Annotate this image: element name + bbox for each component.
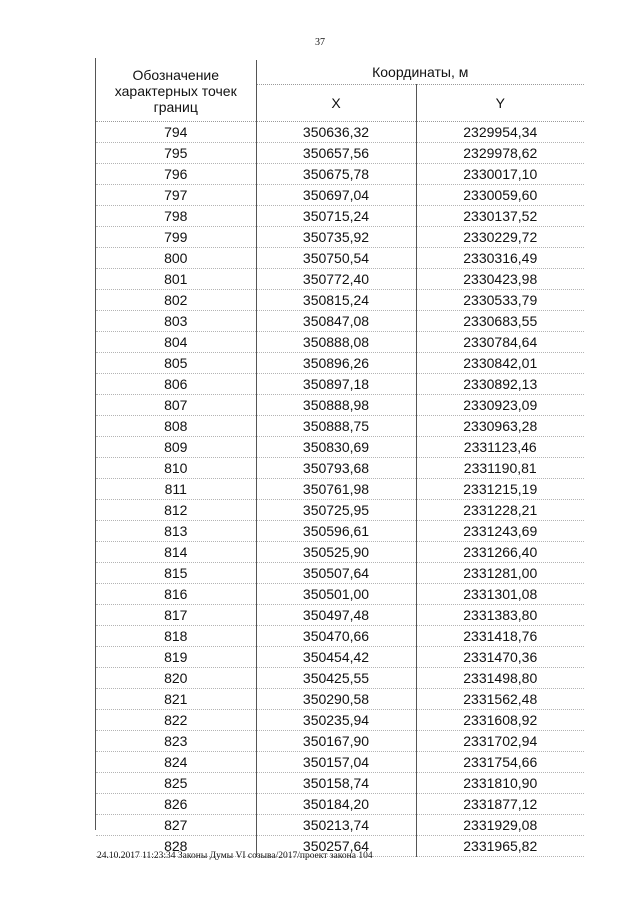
table-row (96, 143, 584, 164)
coordinates-table (96, 60, 584, 857)
x-coordinate-cell: 350425,55 (256, 668, 416, 689)
point-cell: 813 (96, 521, 256, 542)
table-row (96, 269, 584, 290)
point-cell: 807 (96, 395, 256, 416)
y-coordinate-cell: 2330842,01 (416, 353, 584, 374)
y-coordinate-cell: 2331877,12 (416, 794, 584, 815)
x-coordinate-cell: 350815,24 (256, 290, 416, 311)
y-coordinate-cell: 2329954,34 (416, 122, 584, 143)
point-cell: 802 (96, 290, 256, 311)
point-cell: 808 (96, 416, 256, 437)
x-coordinate-cell: 350257,64 (256, 836, 416, 857)
point-cell: 801 (96, 269, 256, 290)
point-cell: 816 (96, 584, 256, 605)
table-row (96, 479, 584, 500)
table-row (96, 626, 584, 647)
x-coordinate-cell: 350897,18 (256, 374, 416, 395)
table-row (96, 752, 584, 773)
y-coordinate-cell: 2331754,66 (416, 752, 584, 773)
point-cell: 824 (96, 752, 256, 773)
table-row (96, 794, 584, 815)
point-cell: 828 (96, 836, 256, 857)
table-row (96, 437, 584, 458)
table-row (96, 206, 584, 227)
x-coordinate-cell: 350735,92 (256, 227, 416, 248)
y-coordinate-cell: 2330017,10 (416, 164, 584, 185)
x-coordinate-cell: 350715,24 (256, 206, 416, 227)
x-coordinate-cell: 350793,68 (256, 458, 416, 479)
x-coordinate-cell: 350675,78 (256, 164, 416, 185)
table-row (96, 668, 584, 689)
y-coordinate-cell: 2331470,36 (416, 647, 584, 668)
x-coordinate-cell: 350657,56 (256, 143, 416, 164)
table-row (96, 689, 584, 710)
table-row (96, 710, 584, 731)
y-coordinate-cell: 2330892,13 (416, 374, 584, 395)
x-coordinate-cell: 350157,04 (256, 752, 416, 773)
y-coordinate-cell: 2331929,08 (416, 815, 584, 836)
point-cell: 803 (96, 311, 256, 332)
y-coordinate-cell: 2330683,55 (416, 311, 584, 332)
point-cell: 799 (96, 227, 256, 248)
header-y: Y (416, 85, 584, 122)
point-cell: 797 (96, 185, 256, 206)
y-coordinate-cell: 2331383,80 (416, 605, 584, 626)
table-row (96, 185, 584, 206)
y-coordinate-cell: 2331228,21 (416, 500, 584, 521)
x-coordinate-cell: 350167,90 (256, 731, 416, 752)
header-point-designation (96, 60, 256, 122)
y-coordinate-cell: 2331266,40 (416, 542, 584, 563)
header-coordinates: Координаты, м (256, 60, 584, 85)
y-coordinate-cell: 2330316,49 (416, 248, 584, 269)
point-cell: 810 (96, 458, 256, 479)
table-row (96, 563, 584, 584)
y-coordinate-cell: 2330059,60 (416, 185, 584, 206)
point-cell: 815 (96, 563, 256, 584)
y-coordinate-cell: 2331810,90 (416, 773, 584, 794)
y-coordinate-cell: 2330423,98 (416, 269, 584, 290)
x-coordinate-cell: 350525,90 (256, 542, 416, 563)
y-coordinate-cell: 2330923,09 (416, 395, 584, 416)
point-cell: 800 (96, 248, 256, 269)
x-coordinate-cell: 350454,42 (256, 647, 416, 668)
point-cell: 804 (96, 332, 256, 353)
table-row (96, 542, 584, 563)
point-cell: 805 (96, 353, 256, 374)
y-coordinate-cell: 2331301,08 (416, 584, 584, 605)
x-coordinate-cell: 350235,94 (256, 710, 416, 731)
point-cell: 823 (96, 731, 256, 752)
point-cell: 825 (96, 773, 256, 794)
y-coordinate-cell: 2330229,72 (416, 227, 584, 248)
point-cell: 822 (96, 710, 256, 731)
header-point-line-2: характерных точек (114, 82, 237, 99)
table-row (96, 731, 584, 752)
table-row (96, 248, 584, 269)
table-row (96, 500, 584, 521)
page-number: 37 (315, 37, 325, 48)
x-coordinate-cell: 350507,64 (256, 563, 416, 584)
y-coordinate-cell: 2331243,69 (416, 521, 584, 542)
x-coordinate-cell: 350896,26 (256, 353, 416, 374)
x-coordinate-cell: 350725,95 (256, 500, 416, 521)
y-coordinate-cell: 2331562,48 (416, 689, 584, 710)
y-coordinate-cell: 2331123,46 (416, 437, 584, 458)
x-coordinate-cell: 350830,69 (256, 437, 416, 458)
x-coordinate-cell: 350888,75 (256, 416, 416, 437)
x-coordinate-cell: 350636,32 (256, 122, 416, 143)
table-body (96, 122, 584, 857)
table-row (96, 416, 584, 437)
table-row (96, 458, 584, 479)
point-cell: 819 (96, 647, 256, 668)
table-row (96, 290, 584, 311)
table-header-row (96, 60, 584, 85)
y-coordinate-cell: 2329978,62 (416, 143, 584, 164)
footer-stamp: 24.10.2017 11:23:34 Законы Думы VI созыва/2017/проект закона 104 (97, 851, 373, 861)
table-row (96, 227, 584, 248)
x-coordinate-cell: 350596,61 (256, 521, 416, 542)
y-coordinate-cell: 2331215,19 (416, 479, 584, 500)
table-row (96, 332, 584, 353)
x-coordinate-cell: 350470,66 (256, 626, 416, 647)
y-coordinate-cell: 2330137,52 (416, 206, 584, 227)
y-coordinate-cell: 2331281,00 (416, 563, 584, 584)
x-coordinate-cell: 350750,54 (256, 248, 416, 269)
x-coordinate-cell: 350847,08 (256, 311, 416, 332)
x-coordinate-cell: 350772,40 (256, 269, 416, 290)
point-cell: 796 (96, 164, 256, 185)
header-point-line-1: Обозначение (132, 66, 220, 83)
point-cell: 811 (96, 479, 256, 500)
table-row (96, 815, 584, 836)
point-cell: 812 (96, 500, 256, 521)
header-point-line-3: границ (153, 98, 198, 115)
point-cell: 795 (96, 143, 256, 164)
point-cell: 794 (96, 122, 256, 143)
x-coordinate-cell: 350761,98 (256, 479, 416, 500)
y-coordinate-cell: 2330784,64 (416, 332, 584, 353)
table-row (96, 311, 584, 332)
table-row (96, 584, 584, 605)
x-coordinate-cell: 350497,48 (256, 605, 416, 626)
point-cell: 806 (96, 374, 256, 395)
y-coordinate-cell: 2330533,79 (416, 290, 584, 311)
x-coordinate-cell: 350158,74 (256, 773, 416, 794)
x-coordinate-cell: 350697,04 (256, 185, 416, 206)
table-row (96, 395, 584, 416)
y-coordinate-cell: 2331418,76 (416, 626, 584, 647)
y-coordinate-cell: 2331608,92 (416, 710, 584, 731)
point-cell: 817 (96, 605, 256, 626)
header-x: X (256, 85, 416, 122)
x-coordinate-cell: 350213,74 (256, 815, 416, 836)
point-cell: 820 (96, 668, 256, 689)
point-cell: 809 (96, 437, 256, 458)
y-coordinate-cell: 2331498,80 (416, 668, 584, 689)
table-row (96, 647, 584, 668)
x-coordinate-cell: 350501,00 (256, 584, 416, 605)
y-coordinate-cell: 2331702,94 (416, 731, 584, 752)
y-coordinate-cell: 2331190,81 (416, 458, 584, 479)
x-coordinate-cell: 350184,20 (256, 794, 416, 815)
table-row (96, 605, 584, 626)
table-row (96, 374, 584, 395)
table-row (96, 122, 584, 143)
y-coordinate-cell: 2331965,82 (416, 836, 584, 857)
point-cell: 827 (96, 815, 256, 836)
x-coordinate-cell: 350290,58 (256, 689, 416, 710)
table-row (96, 773, 584, 794)
x-coordinate-cell: 350888,98 (256, 395, 416, 416)
point-cell: 818 (96, 626, 256, 647)
x-coordinate-cell: 350888,08 (256, 332, 416, 353)
table-row (96, 521, 584, 542)
point-cell: 798 (96, 206, 256, 227)
point-cell: 821 (96, 689, 256, 710)
point-cell: 814 (96, 542, 256, 563)
point-cell: 826 (96, 794, 256, 815)
table-row (96, 353, 584, 374)
table-row (96, 164, 584, 185)
y-coordinate-cell: 2330963,28 (416, 416, 584, 437)
